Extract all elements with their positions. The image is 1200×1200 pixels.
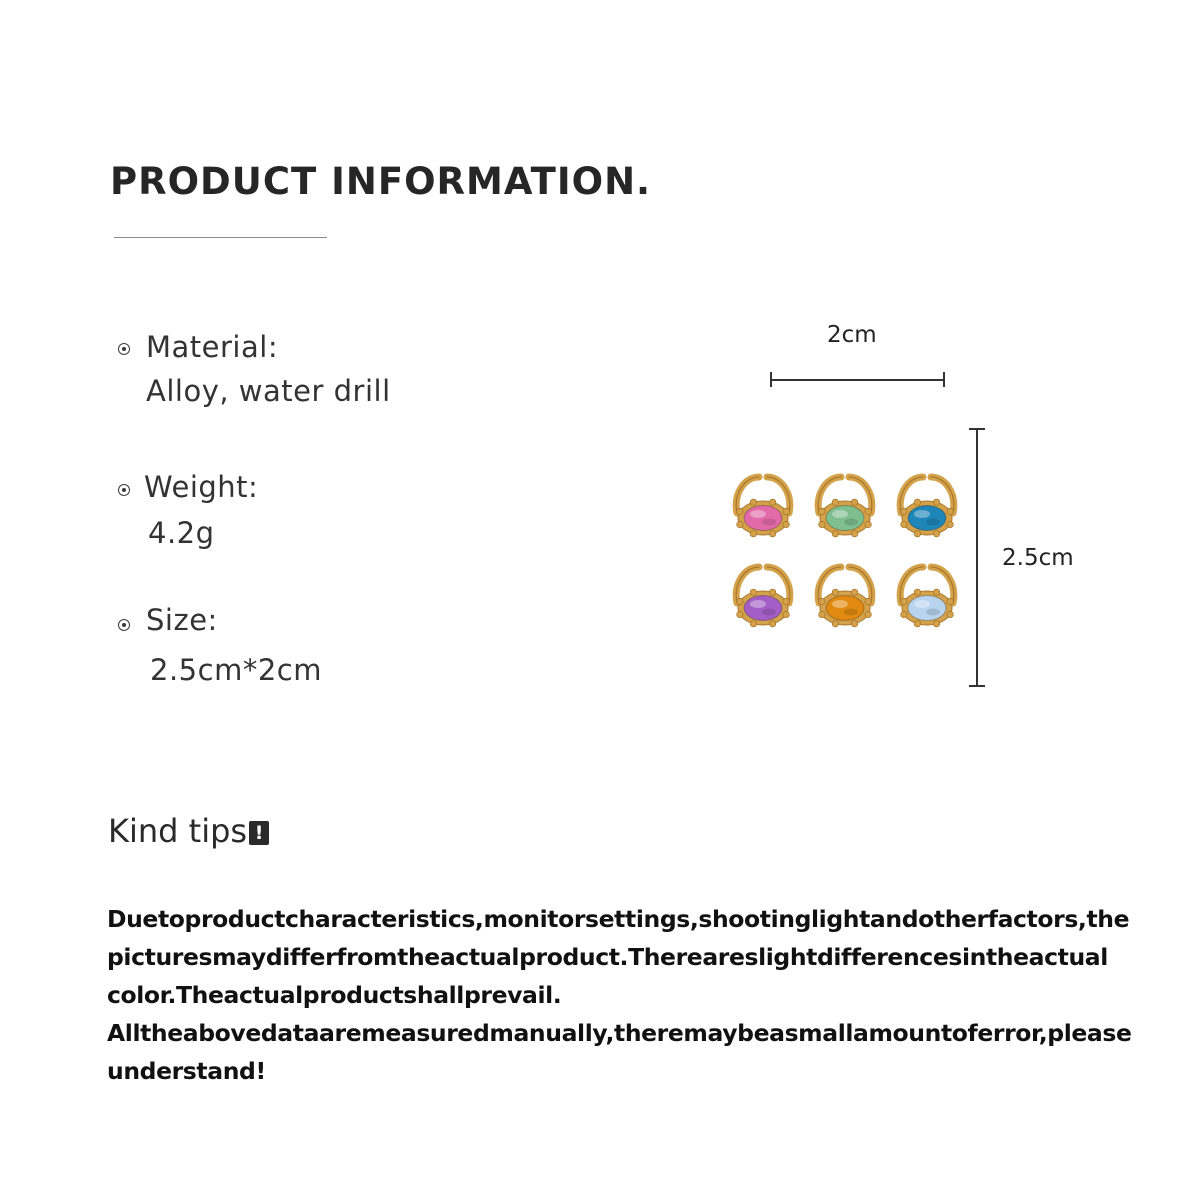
ring-purple (736, 567, 790, 627)
height-dimension-tick-bottom (969, 685, 985, 687)
page-title: PRODUCT INFORMATION. (110, 160, 652, 203)
material-bullet-icon (118, 343, 130, 355)
kind-tips-text (107, 900, 1132, 1090)
weight-bullet-icon (118, 484, 130, 496)
width-dimension-tick-left (770, 372, 772, 387)
height-dimension-tick-top (969, 428, 985, 430)
size-label: Size: (146, 603, 218, 637)
rings-product-image (715, 462, 975, 652)
ring-blue (900, 477, 954, 537)
width-dimension-tick-right (943, 372, 945, 387)
width-dimension-line (771, 379, 945, 381)
size-bullet-icon (118, 619, 130, 631)
tips-line: understand! (107, 1057, 266, 1085)
weight-value: 4.2g (148, 516, 215, 550)
height-dimension-line (976, 428, 978, 686)
size-value: 2.5cm*2cm (150, 653, 322, 687)
material-label: Material: (146, 330, 279, 364)
material-value: Alloy, water drill (146, 374, 391, 408)
width-dimension-label: 2cm (827, 322, 877, 348)
kind-tips-heading (108, 812, 269, 850)
ring-pink (736, 477, 790, 537)
exclamation-icon: ! (249, 821, 269, 845)
tips-line: picturesmaydifferfromtheactualproduct.Thereareslightdifferencesintheactual (107, 943, 1108, 971)
weight-label: Weight: (144, 470, 259, 504)
tips-line: Alltheabovedataaremeasuredmanually,theremaybeasmallamountoferror,please (107, 1019, 1132, 1047)
kind-tips-label: Kind tips (108, 812, 248, 850)
height-dimension-label: 2.5cm (1002, 545, 1074, 571)
title-underline (114, 237, 327, 238)
tips-line: Duetoproductcharacteristics,monitorsettings,shootinglightandotherfactors,the (107, 905, 1130, 933)
tips-line: color.Theactualproductshallprevail. (107, 981, 562, 1009)
ring-lightblue (900, 567, 954, 627)
ring-orange (818, 567, 872, 627)
ring-green (818, 477, 872, 537)
